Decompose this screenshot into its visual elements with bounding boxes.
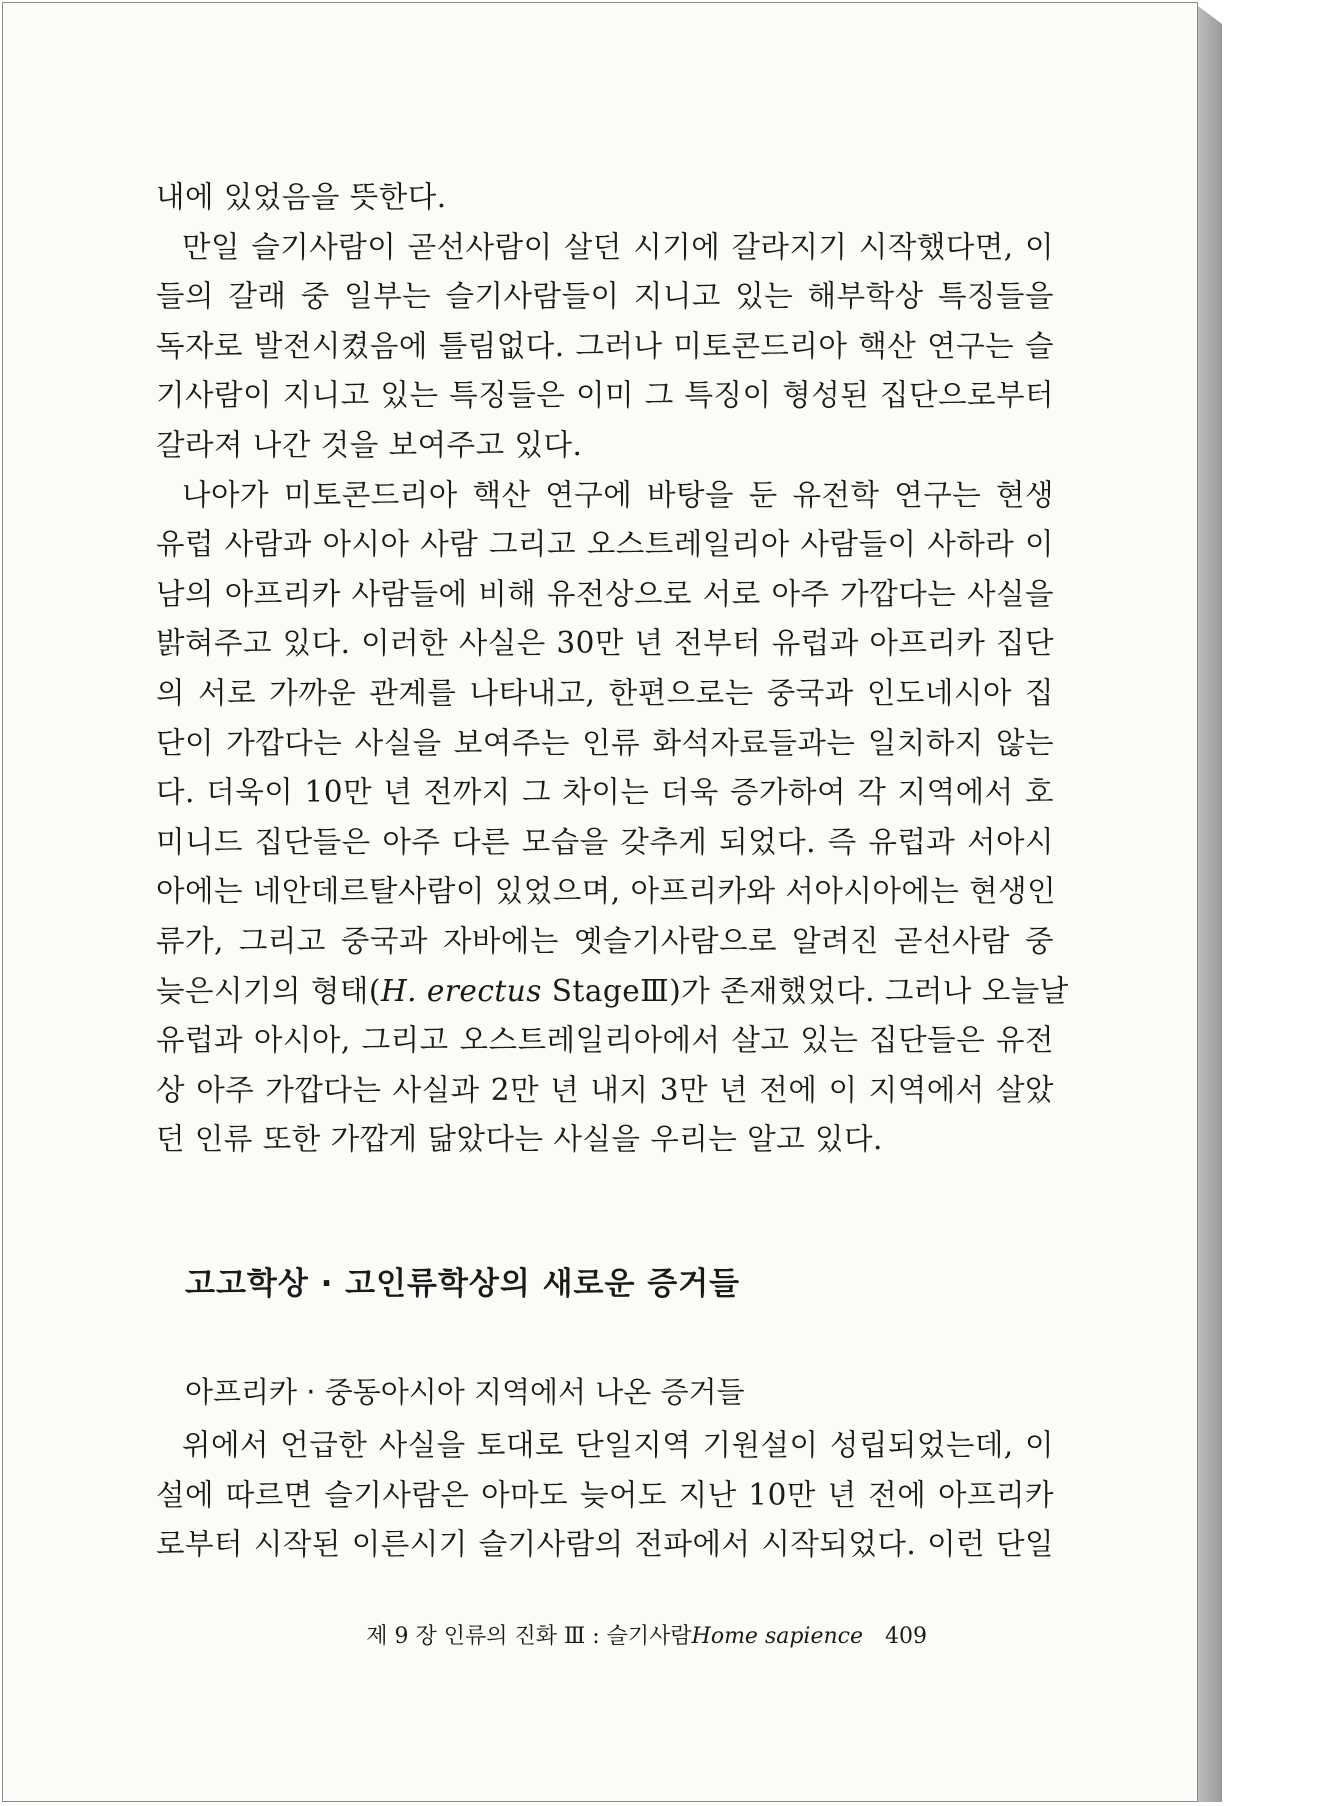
body-text-2 [156, 1421, 1054, 1570]
text-line: 밝혀주고 있다. 이러한 사실은 30만 년 전부터 유럽과 아프리카 집단 [156, 626, 1054, 661]
text-line: 미니드 집단들은 아주 다른 모습을 갖추게 되었다. 즉 유럽과 서아시 [156, 824, 1054, 859]
latin-species-name: H. erectus [380, 973, 542, 1008]
text-line: 던 인류 또한 가깝게 닮았다는 사실을 우리는 알고 있다. [156, 1122, 883, 1157]
text-line: 유럽과 아시아, 그리고 오스트레일리아에서 살고 있는 집단들은 유전 [156, 1023, 1054, 1058]
footer-italic-title: Home sapience [691, 1624, 863, 1649]
text-line: 아에는 네안데르탈사람이 있었으며, 아프리카와 서아시아에는 현생인 [156, 874, 1057, 909]
text-line: 설에 따르면 슬기사람은 아마도 늦어도 지난 10만 년 전에 아프리카 [156, 1477, 1054, 1512]
text-line: 의 서로 가까운 관계를 나타내고, 한편으로는 중국과 인도네시아 집 [156, 675, 1054, 710]
text-line: 단이 가깝다는 사실을 보여주는 인류 화석자료들과는 일치하지 않는 [156, 725, 1054, 760]
body-text [156, 173, 1069, 1165]
page-number: 409 [885, 1624, 927, 1649]
footer-chapter: 제 9 장 인류의 진화 Ⅲ : 슬기사람 [366, 1624, 692, 1649]
text-line: 들의 갈래 중 일부는 슬기사람들이 지니고 있는 해부학상 특징들을 [156, 279, 1054, 314]
text-line: 갈라져 나간 것을 보여주고 있다. [156, 427, 583, 462]
book-page [2, 2, 1198, 1802]
text-line: 독자로 발전시켰음에 틀림없다. 그러나 미토콘드리아 핵산 연구는 슬 [156, 328, 1054, 363]
running-footer [366, 1619, 927, 1650]
text-line: 만일 슬기사람이 곧선사람이 살던 시기에 갈라지기 시작했다면, 이 [182, 229, 1054, 264]
text-line: 상 아주 가깝다는 사실과 2만 년 내지 3만 년 전에 이 지역에서 살았 [156, 1072, 1054, 1107]
text-line: 위에서 언급한 사실을 토대로 단일지역 기원설이 성립되었는데, 이 [182, 1428, 1054, 1462]
text-line: 다. 더욱이 10만 년 전까지 그 차이는 더욱 증가하여 각 지역에서 호 [156, 775, 1054, 810]
text-line: 남의 아프리카 사람들에 비해 유전상으로 서로 아주 가깝다는 사실을 [156, 576, 1054, 611]
text-line: 내에 있었음을 뜻한다. [156, 180, 447, 214]
section-heading: 고고학상 · 고인류학상의 새로운 증거들 [185, 1266, 741, 1302]
line-segment: StageⅢ)가 존재했었다. 그러나 오늘날 [541, 973, 1069, 1008]
subsection-heading: 아프리카 · 중동아시아 지역에서 나온 증거들 [185, 1375, 745, 1409]
text-line: 유럽 사람과 아시아 사람 그리고 오스트레일리아 사람들이 사하라 이 [156, 527, 1054, 562]
page-edge-shadow [1198, 6, 1222, 1802]
text-line: 류가, 그리고 중국과 자바에는 옛슬기사람으로 알려진 곧선사람 중 [156, 923, 1054, 958]
text-line-with-italic [156, 967, 1069, 1017]
line-segment: 늦은시기의 형태( [156, 973, 381, 1008]
text-line: 로부터 시작된 이른시기 슬기사람의 전파에서 시작되었다. 이런 단일 [156, 1527, 1054, 1562]
text-line: 기사람이 지니고 있는 특징들은 이미 그 특징이 형성된 집단으로부터 [156, 378, 1054, 413]
text-line: 나아가 미토콘드리아 핵산 연구에 바탕을 둔 유전학 연구는 현생 [182, 477, 1054, 512]
